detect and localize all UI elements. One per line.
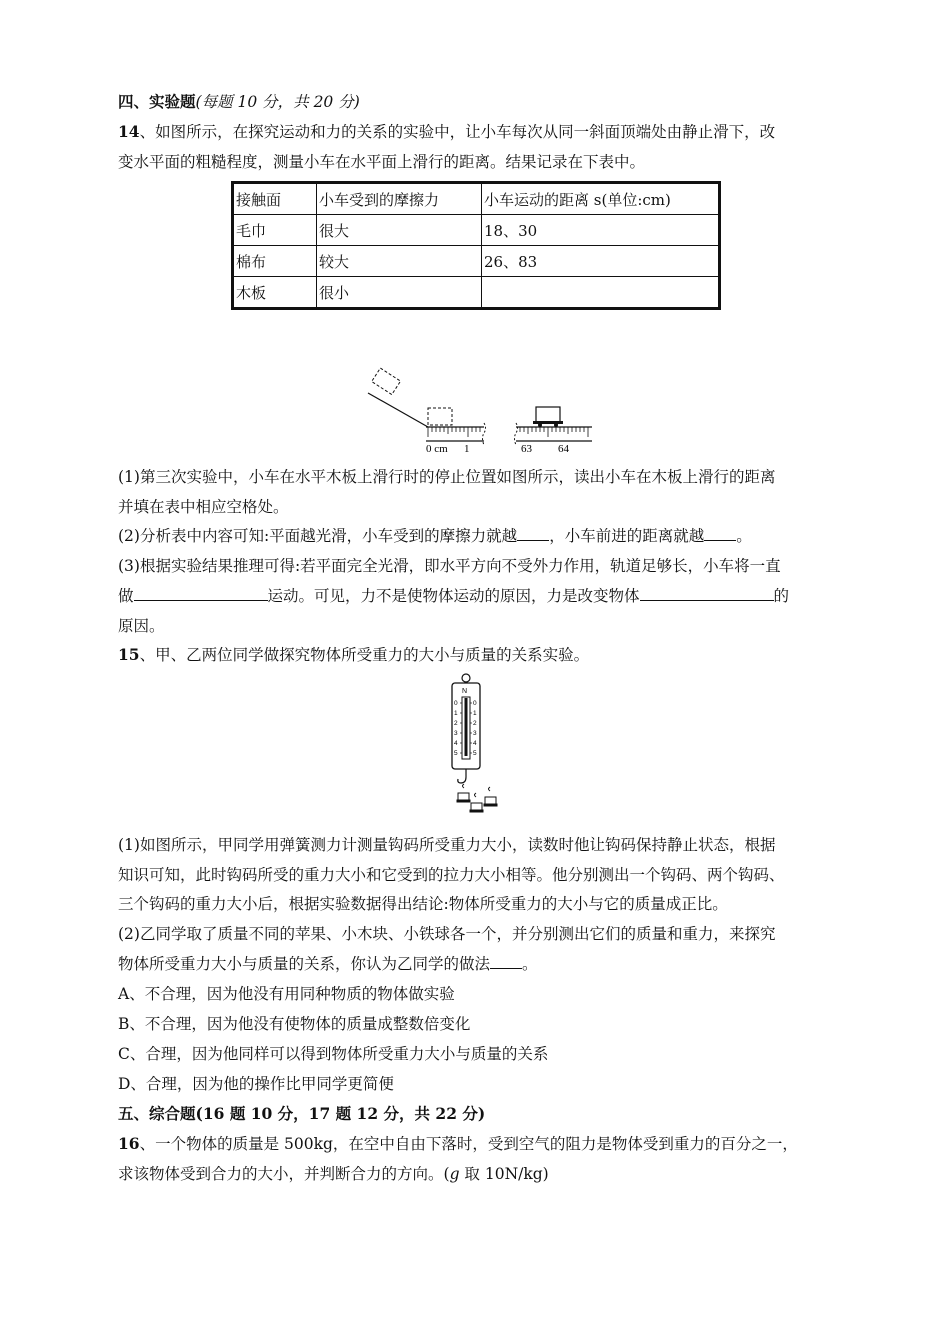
q14-stem-text-1: 、如图所示，在探究运动和力的关系的实验中，让小车每次从同一斜面顶端处由静止滑下，改 xyxy=(139,123,776,141)
table-row xyxy=(233,246,720,277)
q14-part-3-text-a: 做 xyxy=(118,587,134,605)
q14-part-2-text-b: ，小车前进的距离就越 xyxy=(549,527,705,545)
q14-part-3-text-b: 运动。可见，力不是使物体运动的原因，力是改变物体 xyxy=(267,587,640,605)
cart-on-slope-icon xyxy=(372,368,401,394)
q14-part-1-line-1: (1)第三次实验中，小车在水平木板上滑行时的停止位置如图所示，读出小车在木板上滑行的距离 xyxy=(118,468,776,486)
section-4-heading xyxy=(118,91,360,113)
table-header-cell: 接触面 xyxy=(233,183,317,215)
q14-number: 14 xyxy=(118,122,140,141)
q15-stem xyxy=(118,644,589,666)
option-a[interactable]: A、不合理，因为他没有用同种物质的物体做实验 xyxy=(118,985,455,1003)
ruler-label-zero: 0 cm xyxy=(426,443,448,455)
q16-line-1 xyxy=(118,1133,798,1155)
q14-part-3-line-1: (3)根据实验结果推理可得:若平面完全光滑，即水平方向不受外力作用，轨道足够长，小车将一直 xyxy=(118,557,781,575)
scale-tick-label: 4 xyxy=(454,740,458,747)
option-b[interactable]: B、不合理，因为他没有使物体的质量成整数倍变化 xyxy=(118,1015,471,1033)
table-row xyxy=(233,277,720,309)
stopped-cart-icon xyxy=(533,407,563,427)
answer-blank[interactable] xyxy=(704,525,736,541)
q14-part-2-text-c: 。 xyxy=(736,527,752,545)
q14-stem-line-2: 变水平面的粗糙程度，测量小车在水平面上滑行的距离。结果记录在下表中。 xyxy=(118,153,646,171)
ruler-label-63: 63 xyxy=(521,443,532,455)
q16-line-2 xyxy=(118,1163,549,1185)
table-header-cell: 小车运动的距离 s(单位:cm) xyxy=(482,183,720,215)
table-header-cell: 小车受到的摩擦力 xyxy=(317,183,482,215)
q14-stem-line-1 xyxy=(118,121,775,143)
hook-weights-icon xyxy=(457,784,497,812)
scale-tick-label: 1 xyxy=(473,710,477,717)
q15-part-2-text-b: 。 xyxy=(522,955,538,973)
table-cell: 较大 xyxy=(317,246,482,277)
q15-number: 15 xyxy=(118,645,140,664)
scale-tick-label: 2 xyxy=(454,720,458,727)
q16-text-1: 、一个物体的质量是 500kg，在空中自由下落时，受到空气的阻力是物体受到重力的百分之一， xyxy=(139,1135,798,1153)
q14-part-3-line-2 xyxy=(118,585,789,607)
q14-part-1-line-2: 并填在表中相应空格处。 xyxy=(118,498,289,516)
ruler-ticks-right xyxy=(520,427,588,437)
q15-part-2-text-a: 物体所受重力大小与质量的关系，你认为乙同学的做法 xyxy=(118,955,491,973)
q15-part-2-line-2 xyxy=(118,953,538,975)
table-cell xyxy=(482,277,720,309)
scale-tick-label: 4 xyxy=(473,740,477,747)
table-cell: 毛巾 xyxy=(233,215,317,246)
scale-unit-label: N xyxy=(462,688,468,695)
start-cart-icon xyxy=(428,408,452,425)
slope-line xyxy=(368,393,428,427)
option-d[interactable]: D、合理，因为他的操作比甲同学更简便 xyxy=(118,1075,394,1093)
scale-hook-icon xyxy=(458,769,466,783)
q15-part-1-line-3: 三个钩码的重力大小后，根据实验数据得出结论:物体所受重力的大小与它的质量成正比。 xyxy=(118,895,728,913)
section-4-note: (每题 10 分，共 20 分) xyxy=(195,93,360,111)
q16-number: 16 xyxy=(118,1134,140,1153)
scale-tick-label: 3 xyxy=(473,730,477,737)
q14-part-3-line-3: 原因。 xyxy=(118,617,165,635)
ruler-label-one: 1 xyxy=(464,443,470,455)
q16-text-2: 求该物体受到合力的大小，并判断合力的方向。( xyxy=(118,1165,450,1183)
scale-tick-label: 1 xyxy=(454,710,458,717)
table-cell: 木板 xyxy=(233,277,317,309)
q15-stem-text: 、甲、乙两位同学做探究物体所受重力的大小与质量的关系实验。 xyxy=(139,646,590,664)
scale-tick-label: 0 xyxy=(473,700,477,707)
scale-ring-icon xyxy=(462,674,470,682)
answer-blank[interactable] xyxy=(490,953,522,969)
scale-tick-label: 2 xyxy=(473,720,477,727)
table-cell: 很大 xyxy=(317,215,482,246)
answer-blank[interactable] xyxy=(517,525,549,541)
q16-text-2-end: 取 10N/kg) xyxy=(459,1165,549,1183)
section-4-title: 四、实验题 xyxy=(118,92,196,111)
table-header-row xyxy=(233,183,720,215)
section-5-title: 五、综合题 xyxy=(118,1104,196,1123)
option-c[interactable]: C、合理，因为他同样可以得到物体所受重力大小与质量的关系 xyxy=(118,1045,549,1063)
table-cell: 很小 xyxy=(317,277,482,309)
ruler-ticks-left xyxy=(428,427,480,437)
incline-ruler-figure xyxy=(360,365,600,460)
spring-scale-figure xyxy=(446,673,506,823)
friction-results-table xyxy=(231,181,721,310)
section-5-note: (16 题 10 分，17 题 12 分，共 22 分) xyxy=(195,1104,486,1123)
q14-part-2-text-a: (2)分析表中内容可知:平面越光滑，小车受到的摩擦力就越 xyxy=(118,527,518,545)
table-cell: 棉布 xyxy=(233,246,317,277)
answer-blank[interactable] xyxy=(640,585,774,601)
scale-tick-label: 3 xyxy=(454,730,458,737)
scale-tick-label: 0 xyxy=(454,700,458,707)
scale-tick-label: 5 xyxy=(454,750,458,757)
table-cell: 18、30 xyxy=(482,215,720,246)
q14-part-2 xyxy=(118,525,752,547)
scale-tick-label: 5 xyxy=(473,750,477,757)
g-symbol: g xyxy=(449,1165,460,1183)
table-cell: 26、83 xyxy=(482,246,720,277)
q14-part-3-text-c: 的 xyxy=(773,587,790,605)
answer-blank[interactable] xyxy=(134,585,268,601)
q15-part-2-line-1: (2)乙同学取了质量不同的苹果、小木块、小铁球各一个，并分别测出它们的质量和重力，来探究 xyxy=(118,925,776,943)
q15-part-1-line-1: (1)如图所示，甲同学用弹簧测力计测量钩码所受重力大小，读数时他让钩码保持静止状态，根据 xyxy=(118,836,776,854)
ruler-label-64: 64 xyxy=(558,443,569,455)
q15-part-1-line-2: 知识可知，此时钩码所受的重力大小和它受到的拉力大小相等。他分别测出一个钩码、两个钩码、 xyxy=(118,866,785,884)
table-row xyxy=(233,215,720,246)
section-5-heading xyxy=(118,1103,485,1125)
